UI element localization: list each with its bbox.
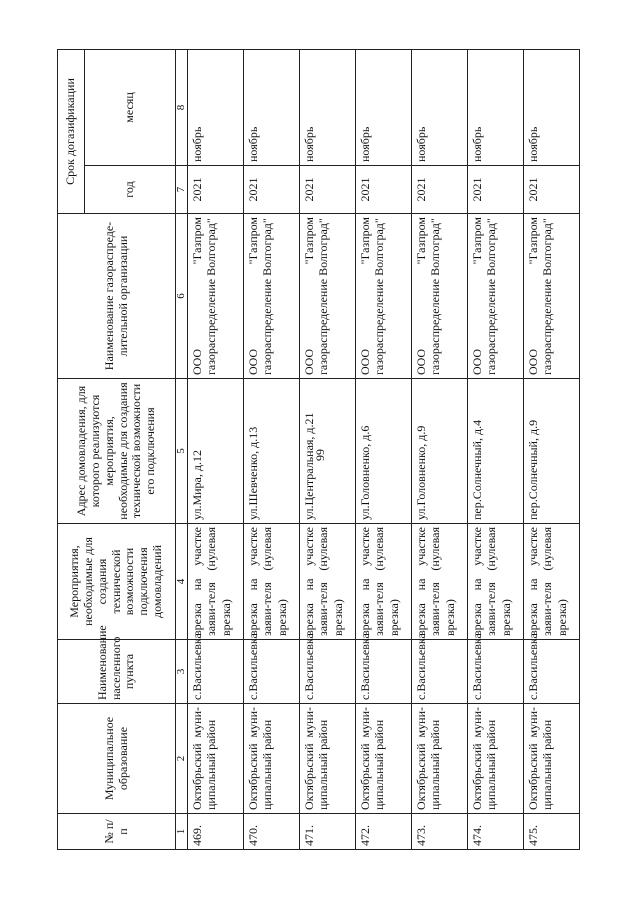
table-row: [300, 49, 356, 849]
year-cell: 2021: [188, 166, 244, 214]
settlement-cell: с.Васильевка: [300, 640, 356, 704]
row-number: 472.: [356, 814, 412, 850]
table-row: [244, 49, 300, 849]
measure-cell: врезка на участке заяви-теля (нулевая врезка): [244, 524, 300, 640]
page-number: 99: [313, 449, 327, 461]
municipality-cell: Октябрьский муни-ципальный район: [412, 704, 468, 814]
column-number: 1: [176, 814, 188, 850]
address-cell: ул.Мира, д.12: [188, 379, 244, 524]
table-row: [468, 49, 524, 849]
organization-cell: ООО "Газпром газораспределение Волгоград": [300, 214, 356, 379]
address-cell: пер.Солнечный, д.9: [524, 379, 580, 524]
measure-cell: врезка на участке заяви-теля (нулевая врезка): [356, 524, 412, 640]
municipality-cell: Октябрьский муни-ципальный район: [524, 704, 580, 814]
organization-cell: ООО "Газпром газораспределение Волгоград": [356, 214, 412, 379]
month-cell: ноябрь: [300, 49, 356, 165]
row-number: 474.: [468, 814, 524, 850]
column-number: 2: [176, 704, 188, 814]
table-row: [356, 49, 412, 849]
header-deadline: Срок догазификации: [58, 49, 85, 213]
year-cell: 2021: [300, 166, 356, 214]
organization-cell: ООО "Газпром газораспределение Волгоград": [524, 214, 580, 379]
row-number: 475.: [524, 814, 580, 850]
column-number: 4: [176, 524, 188, 640]
organization-cell: ООО "Газпром газораспределение Волгоград": [244, 214, 300, 379]
address-cell: ул.Шевченко, д.13: [244, 379, 300, 524]
column-number-row: [176, 49, 188, 849]
table-row: [188, 49, 244, 849]
measure-cell: врезка на участке заяви-теля (нулевая врезка): [188, 524, 244, 640]
year-cell: 2021: [524, 166, 580, 214]
header-number: № п/п: [58, 814, 176, 850]
row-number: 469.: [188, 814, 244, 850]
year-cell: 2021: [412, 166, 468, 214]
month-cell: ноябрь: [524, 49, 580, 165]
table-row: [412, 49, 468, 849]
month-cell: ноябрь: [468, 49, 524, 165]
measure-cell: врезка на участке заяви-теля (нулевая врезка): [468, 524, 524, 640]
municipality-cell: Октябрьский муни-ципальный район: [188, 704, 244, 814]
settlement-cell: с.Васильевка: [524, 640, 580, 704]
header-measures: Мероприятия, необходимые для создания технической возможности подключения домовладений: [58, 524, 176, 640]
month-cell: ноябрь: [188, 49, 244, 165]
organization-cell: ООО "Газпром газораспределение Волгоград": [468, 214, 524, 379]
header-month: месяц: [85, 49, 176, 165]
month-cell: ноябрь: [412, 49, 468, 165]
row-number: 473.: [412, 814, 468, 850]
municipality-cell: Октябрьский муни-ципальный район: [356, 704, 412, 814]
row-number: 471.: [300, 814, 356, 850]
table-row: [524, 49, 580, 849]
measure-cell: врезка на участке заяви-теля (нулевая врезка): [412, 524, 468, 640]
header-municipality: Муниципальное образование: [58, 704, 176, 814]
settlement-cell: с.Васильевка: [356, 640, 412, 704]
column-number: 5: [176, 379, 188, 524]
month-cell: ноябрь: [356, 49, 412, 165]
row-number: 470.: [244, 814, 300, 850]
year-cell: 2021: [356, 166, 412, 214]
organization-cell: ООО "Газпром газораспределение Волгоград": [412, 214, 468, 379]
column-number: 3: [176, 640, 188, 704]
year-cell: 2021: [468, 166, 524, 214]
address-cell: ул.Головненко, д.6: [356, 379, 412, 524]
organization-cell: ООО "Газпром газораспределение Волгоград": [188, 214, 244, 379]
address-cell: ул.Головненко, д.9: [412, 379, 468, 524]
measure-cell: врезка на участке заяви-теля (нулевая врезка): [524, 524, 580, 640]
measure-cell: врезка на участке заяви-теля (нулевая врезка): [300, 524, 356, 640]
address-cell: пер.Солнечный, д.4: [468, 379, 524, 524]
column-number: 8: [176, 49, 188, 165]
settlement-cell: с.Васильевка: [244, 640, 300, 704]
settlement-cell: с.Васильевка: [188, 640, 244, 704]
settlement-cell: с.Васильевка: [412, 640, 468, 704]
rotated-table-container: [57, 50, 577, 850]
gasification-table: [57, 49, 580, 850]
settlement-cell: с.Васильевка: [468, 640, 524, 704]
column-number: 7: [176, 166, 188, 214]
municipality-cell: Октябрьский муни-ципальный район: [244, 704, 300, 814]
header-organization: Наименование газораспреде-лительной организации: [58, 214, 176, 379]
header-settlement: Наименование населенного пункта: [58, 640, 176, 704]
header-year: год: [85, 166, 176, 214]
municipality-cell: Октябрьский муни-ципальный район: [300, 704, 356, 814]
month-cell: ноябрь: [244, 49, 300, 165]
address-cell: ул.Центральная, д.21: [300, 379, 356, 524]
year-cell: 2021: [244, 166, 300, 214]
column-number: 6: [176, 214, 188, 379]
municipality-cell: Октябрьский муни-ципальный район: [468, 704, 524, 814]
header-address: Адрес домовладения, для которого реализуются мероприятия, необходимые для создания технической возможности его подключения: [58, 379, 176, 524]
